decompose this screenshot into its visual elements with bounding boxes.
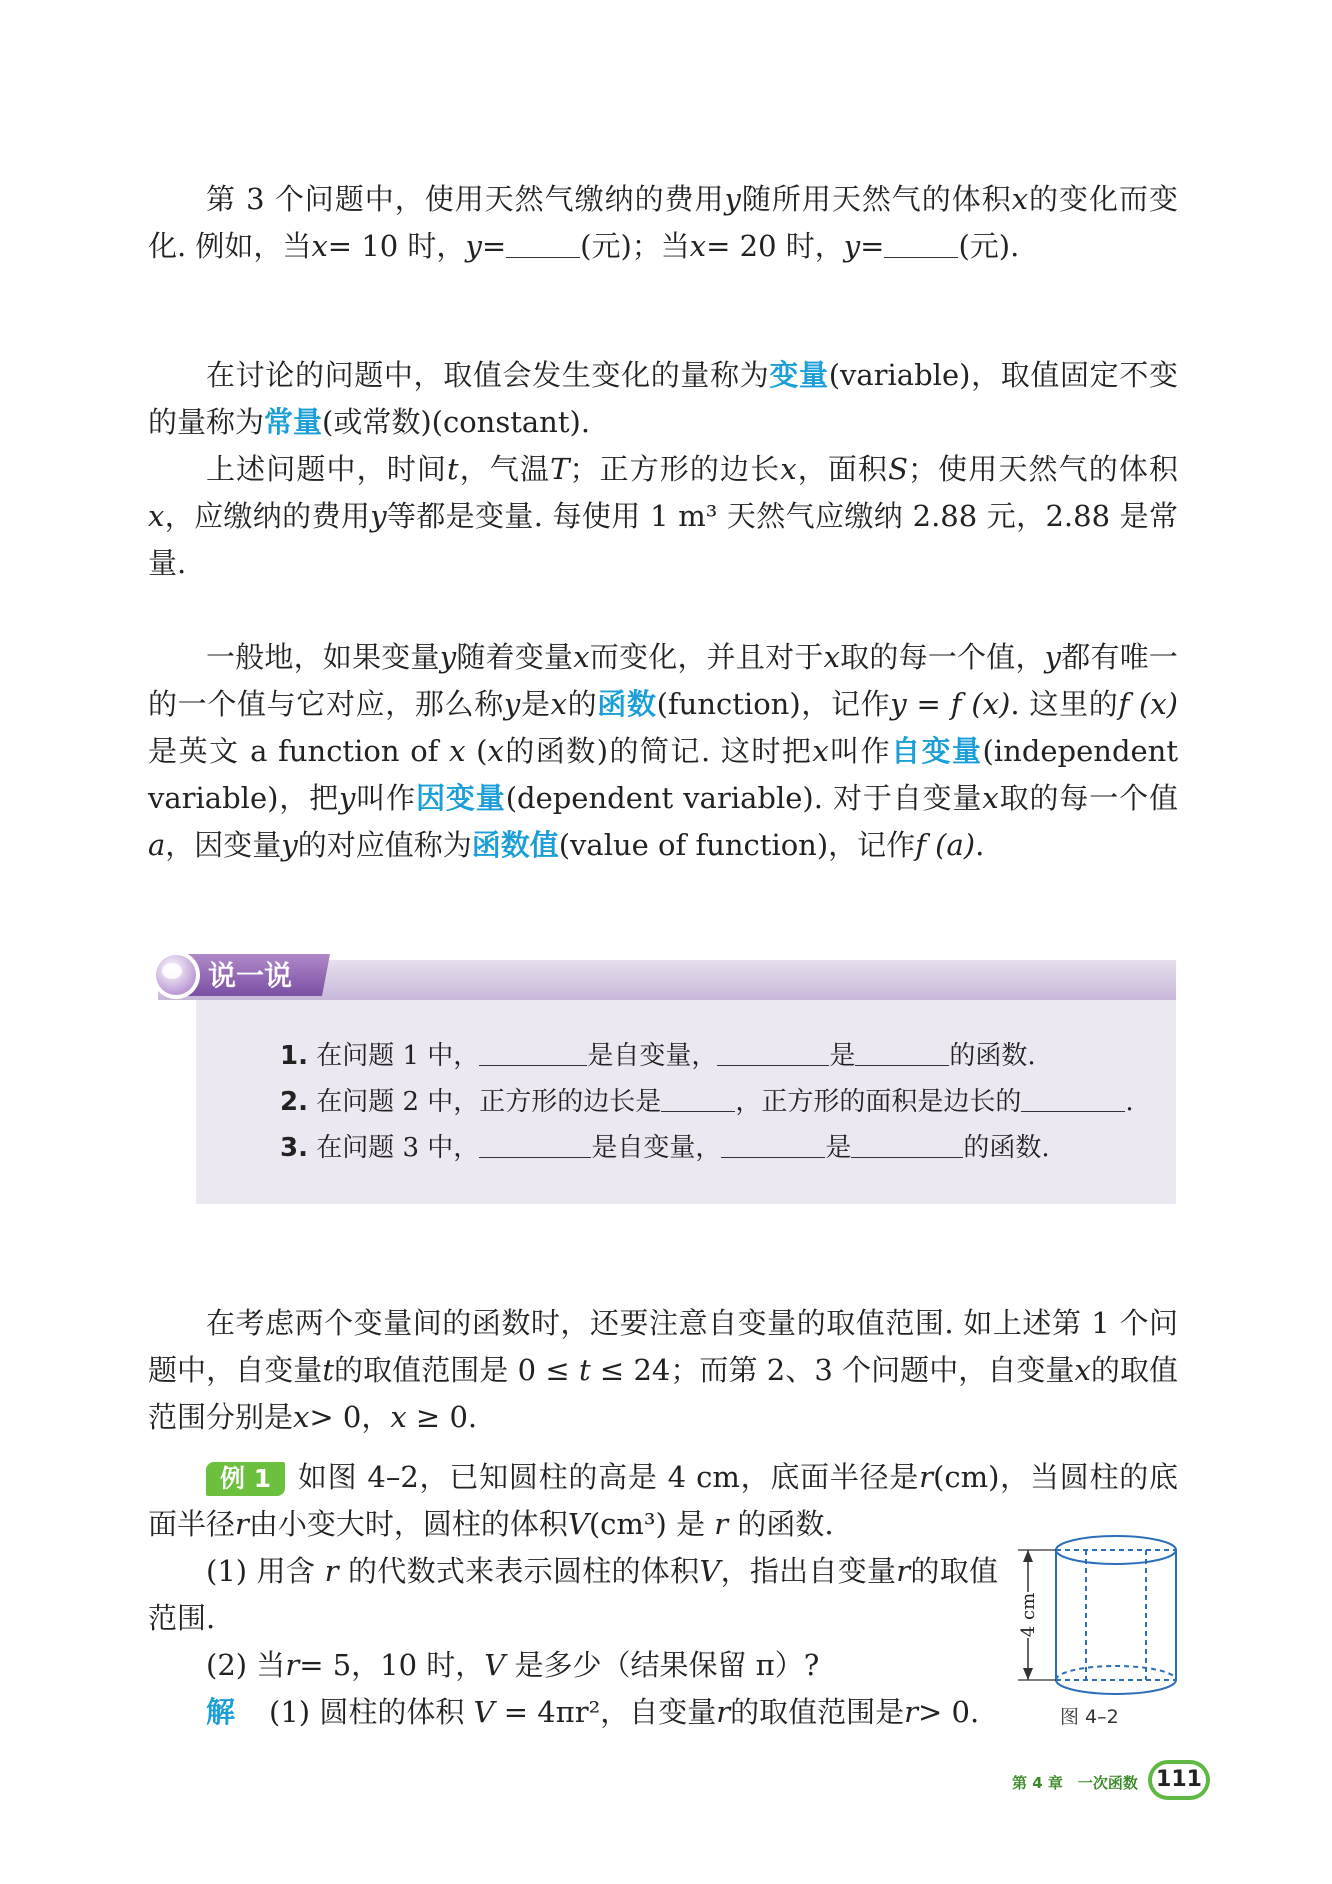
example-1-question-2: [148, 1642, 998, 1689]
text: 的对应值称为: [297, 828, 472, 862]
var-r: r: [324, 1554, 339, 1588]
var-S: S: [888, 452, 908, 486]
text: . 这里的: [1010, 687, 1119, 721]
text: 上述问题中，时间: [206, 452, 447, 486]
example-1-solution: [148, 1689, 998, 1736]
text: 的函数.: [963, 1133, 1050, 1163]
var-r: r: [716, 1695, 731, 1729]
arrow-down: [1023, 1668, 1033, 1680]
text: 第 3 个问题中，使用天然气缴纳的费用: [206, 182, 725, 216]
var-x: x: [449, 734, 466, 768]
text: 叫作: [355, 781, 417, 815]
term-variable: 变量: [769, 358, 829, 392]
fill-blank[interactable]: [717, 1039, 829, 1066]
text: ，因变量: [165, 828, 282, 862]
text: 由小变大时，圆柱的体积: [248, 1507, 568, 1541]
paragraph-variable-definition: [148, 352, 1178, 446]
text: ≤ 24；而第 2、3 个问题中，自变量: [599, 1353, 1075, 1387]
paragraph-gas-cost: [148, 176, 1178, 270]
text: 是: [520, 687, 551, 721]
var-y: y: [370, 499, 387, 533]
text: 的取值范围分别是: [148, 1353, 1179, 1434]
fill-blank[interactable]: [479, 1039, 587, 1066]
var-t: t: [578, 1353, 591, 1387]
text: 在问题 1 中，: [316, 1041, 480, 1071]
var-y: y: [724, 182, 741, 216]
var-x: x: [823, 640, 840, 674]
text: 一般地，如果变量: [206, 640, 440, 674]
var-y: y: [439, 640, 457, 674]
text: ；使用天然气的体积: [908, 452, 1178, 486]
item-number: 1.: [280, 1041, 308, 1071]
var-x: x: [573, 640, 590, 674]
cylinder-figure: [1010, 1520, 1190, 1720]
say-item-2: [280, 1082, 1180, 1122]
text: 随着变量: [456, 640, 574, 674]
term-constant: 常量: [264, 405, 323, 439]
text: 的代数式来表示圆柱的体积: [348, 1554, 700, 1588]
text: (1) 用含: [206, 1554, 316, 1588]
text: ；正方形的边长: [569, 452, 781, 486]
text: 而变化，并且对于: [589, 640, 824, 674]
var-x: x: [311, 229, 328, 263]
text: 是自变量，: [591, 1133, 722, 1163]
text: > 0.: [918, 1695, 980, 1729]
var-y: y: [503, 687, 521, 721]
text: 都有唯一的一个值与它对应，那么称: [148, 640, 1178, 721]
var-y: y: [281, 828, 298, 862]
say-item-1: [280, 1036, 1180, 1076]
var-t: t: [322, 1353, 334, 1387]
text: 叫作: [828, 734, 892, 768]
example-1-question-1: [148, 1548, 998, 1642]
text: 在考虑两个变量间的函数时，还要注意自变量的取值范围. 如上述第 1 个问题中，自变量: [148, 1306, 1178, 1387]
text: (value of function)，记作: [558, 828, 916, 862]
fill-blank[interactable]: [479, 1131, 591, 1158]
text: (variable)，取值固定不变的量称为: [148, 358, 1178, 439]
say-item-3: [280, 1128, 1180, 1168]
var-y: y: [1044, 640, 1062, 674]
fill-blank[interactable]: [506, 228, 580, 258]
var-x: x: [550, 687, 567, 721]
text: 取的每一个值，: [839, 640, 1045, 674]
text: ，面积: [796, 452, 889, 486]
var-x: x: [982, 781, 999, 815]
formula-fa: f (a): [915, 828, 976, 862]
text: ，气温: [458, 452, 551, 486]
var-a: a: [148, 828, 166, 862]
figure-caption: 图 4–2: [1060, 1706, 1119, 1728]
text: ，指出自变量: [720, 1554, 897, 1588]
page-number-badge: [1148, 1760, 1210, 1800]
text: ，应缴纳的费用: [164, 499, 371, 533]
text: =: [481, 229, 507, 263]
var-x: x: [1074, 1353, 1091, 1387]
solution-label: 解: [206, 1695, 236, 1729]
text: .: [1125, 1087, 1134, 1117]
height-label: 4 cm: [1018, 1592, 1039, 1638]
cylinder-bottom-back: [1056, 1666, 1176, 1680]
var-V: V: [473, 1695, 495, 1729]
chapter-label: 第 4 章 一次函数: [1012, 1774, 1138, 1792]
text: 的取值范围.: [148, 1554, 998, 1635]
text: 在问题 2 中，正方形的边长是: [316, 1087, 662, 1117]
item-number: 2.: [280, 1087, 308, 1117]
page-number: 111: [1152, 1764, 1206, 1796]
var-r: r: [919, 1460, 934, 1494]
fill-blank[interactable]: [661, 1085, 735, 1112]
formula-fx: f (x): [1118, 687, 1178, 721]
text: (cm³) 是: [588, 1507, 706, 1541]
cylinder-bottom-front: [1056, 1680, 1176, 1694]
var-x: x: [780, 452, 797, 486]
var-y: y: [339, 781, 356, 815]
arrow-up: [1023, 1550, 1033, 1562]
text: = 4πr²，自变量: [503, 1695, 717, 1729]
var-y: y: [843, 229, 861, 263]
paragraph-domain: [148, 1300, 1178, 1441]
fill-blank[interactable]: [721, 1131, 825, 1158]
text: (cm)，当圆柱的底面半径: [148, 1460, 1178, 1541]
var-x: x: [812, 734, 829, 768]
say-it-title: 说一说: [208, 959, 293, 992]
var-x: x: [1011, 182, 1029, 216]
text: 的函数)的简记. 这时把: [503, 734, 813, 768]
text: .: [975, 828, 985, 862]
var-x: x: [487, 734, 504, 768]
text: 的函数.: [737, 1507, 834, 1541]
text: (dependent variable). 对于自变量: [505, 781, 983, 815]
var-T: T: [550, 452, 570, 486]
text: (1) 圆柱的体积: [269, 1695, 465, 1729]
text: (元)；当: [580, 229, 690, 263]
example-badge: 例 1: [206, 1462, 285, 1496]
text: ≥ 0.: [415, 1400, 478, 1434]
var-r: r: [904, 1695, 919, 1729]
paragraph-function-definition: [148, 634, 1178, 869]
text: = 20 时，: [706, 229, 844, 263]
text: 的取值范围是: [730, 1695, 905, 1729]
var-x: x: [390, 1400, 407, 1434]
text: (: [476, 734, 488, 768]
item-number: 3.: [280, 1133, 308, 1163]
var-x: x: [148, 499, 165, 533]
term-function: 函数: [597, 687, 657, 721]
text: 是自变量，: [587, 1041, 718, 1071]
text: =: [860, 229, 885, 263]
var-r: r: [714, 1507, 729, 1541]
var-x: x: [293, 1400, 310, 1434]
paragraph-examples-of-variables: [148, 446, 1178, 587]
text: 的函数.: [949, 1041, 1036, 1071]
text: 取的每一个值: [998, 781, 1178, 815]
text: (或常数)(constant).: [322, 405, 591, 439]
text: 是英文 a function of: [148, 734, 439, 768]
var-y: y: [465, 229, 482, 263]
text: 的: [566, 687, 598, 721]
text: = 5，10 时，: [299, 1648, 485, 1682]
var-V: V: [567, 1507, 589, 1541]
term-dependent-variable: 因变量: [416, 781, 506, 815]
text: 是多少（结果保留 π）?: [514, 1648, 820, 1682]
text: = 10 时，: [327, 229, 466, 263]
fill-blank[interactable]: [855, 1039, 949, 1066]
text: 在问题 3 中，: [316, 1133, 480, 1163]
formula-y-equals-fx: y = f (x): [890, 687, 1011, 721]
var-V: V: [699, 1554, 721, 1588]
var-r: r: [235, 1507, 249, 1541]
fill-blank[interactable]: [851, 1131, 963, 1158]
text: 的取值范围是 0 ≤: [333, 1353, 570, 1387]
text: (元).: [958, 229, 1020, 263]
fill-blank[interactable]: [1021, 1085, 1125, 1112]
term-independent-variable: 自变量: [891, 734, 983, 768]
text: 的变化而变化. 例如，当: [148, 182, 1178, 263]
text: ，正方形的面积是边长的: [735, 1087, 1022, 1117]
text: 随所用天然气的体积: [740, 182, 1012, 216]
text: (2) 当: [206, 1648, 286, 1682]
var-r: r: [285, 1648, 300, 1682]
var-t: t: [446, 452, 459, 486]
text: 是: [829, 1041, 856, 1071]
var-x: x: [689, 229, 707, 263]
var-r: r: [896, 1554, 911, 1588]
text: (function)，记作: [656, 687, 891, 721]
term-function-value: 函数值: [471, 828, 559, 862]
text: 是: [825, 1133, 852, 1163]
var-V: V: [484, 1648, 506, 1682]
text: > 0，: [309, 1400, 391, 1434]
text: 如图 4–2，已知圆柱的高是 4 cm，底面半径是: [297, 1460, 920, 1494]
text: 等都是变量. 每使用 1 m³ 天然气应缴纳 2.88 元，2.88 是常量.: [148, 499, 1178, 580]
fill-blank[interactable]: [884, 228, 958, 258]
text: (independent variable)，把: [148, 734, 1178, 815]
text: 在讨论的问题中，取值会发生变化的量称为: [206, 358, 770, 392]
